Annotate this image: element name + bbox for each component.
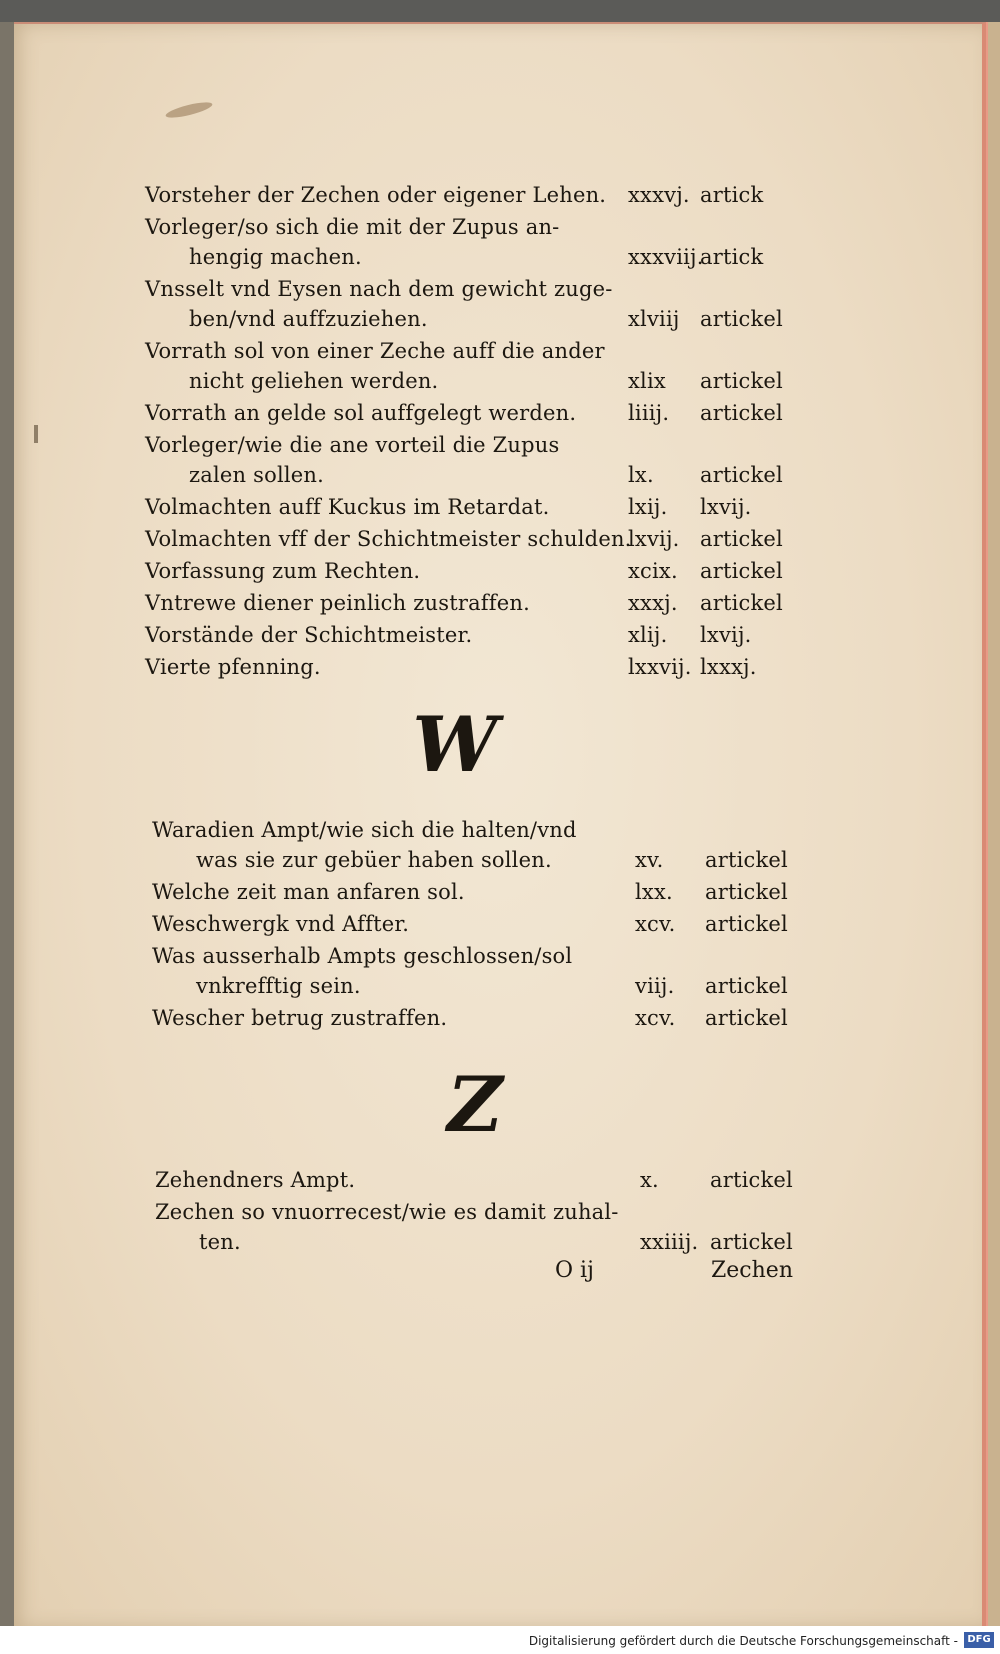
entry-text: Weschwergk vnd Affter. [152, 912, 410, 936]
entry-text: was sie zur gebüer haben sollen. [196, 848, 552, 872]
entry-text: Wescher betrug zustraffen. [152, 1006, 448, 1030]
entry-article-number: xxiiij. [640, 1230, 699, 1254]
entry-text: ben/vnd auffzuziehen. [189, 307, 428, 331]
index-entry [145, 492, 810, 522]
initial-letter-w: W [412, 700, 498, 789]
entry-article-number: liiij. [628, 401, 670, 425]
initial-letter-z: Z [447, 1060, 503, 1149]
dfg-logo: DFG [964, 1632, 994, 1648]
index-entry [145, 556, 810, 586]
entry-text: nicht geliehen werden. [189, 369, 439, 393]
scan-top-edge [0, 0, 1000, 22]
index-entry [145, 430, 810, 490]
entry-article-number: xlij. [628, 623, 668, 647]
book-spine [0, 22, 14, 1626]
entry-text: ten. [199, 1230, 241, 1254]
entry-article-label: artickel [700, 527, 783, 551]
index-entry [145, 652, 810, 682]
entry-text: Welche zeit man anfaren sol. [152, 880, 465, 904]
index-entry [152, 1003, 815, 1033]
entry-article-label: artickel [700, 369, 783, 393]
entry-text: Vorleger/wie die ane vorteil die Zupus [145, 433, 560, 457]
entry-article-label: artick [700, 245, 764, 269]
entry-text: Vorrath an gelde sol auffgelegt werden. [145, 401, 577, 425]
entry-article-label: artickel [705, 974, 788, 998]
entry-article-label: artickel [700, 591, 783, 615]
entry-text: hengig machen. [189, 245, 362, 269]
entry-text: Zehendners Ampt. [155, 1168, 356, 1192]
catchword: Zechen [711, 1258, 793, 1283]
entry-article-number: viij. [635, 974, 675, 998]
index-entry [155, 1197, 820, 1257]
index-entry [155, 1165, 820, 1195]
entry-text: Vnsselt vnd Eysen nach dem gewicht zuge- [145, 277, 613, 301]
page-edge [986, 22, 1000, 1626]
entry-article-label: artickel [710, 1168, 793, 1192]
entry-text: Vntrewe diener peinlich zustraffen. [145, 591, 530, 615]
entry-article-label: lxvij. [700, 623, 752, 647]
entry-article-number: xcv. [635, 1006, 676, 1030]
footer-credit: Digitalisierung gefördert durch die Deutsche Forschungsgemeinschaft - [528, 1634, 958, 1648]
index-entry [145, 180, 810, 210]
entry-article-number: xxxviij. [628, 245, 704, 269]
index-entry [152, 909, 815, 939]
entry-article-number: x. [640, 1168, 659, 1192]
entry-text: vnkrefftig sein. [196, 974, 361, 998]
entry-article-label: artickel [705, 848, 788, 872]
entry-article-number: lxij. [628, 495, 668, 519]
entry-article-number: xlix [628, 369, 666, 393]
entry-article-label: artickel [700, 401, 783, 425]
entry-article-number: xxxj. [628, 591, 678, 615]
entry-text: Zechen so vnuorrecest/wie es damit zuhal- [155, 1200, 619, 1224]
index-entry [145, 212, 810, 272]
entry-article-label: artickel [710, 1230, 793, 1254]
entry-article-label: artickel [705, 912, 788, 936]
entry-text: Vorstände der Schichtmeister. [145, 623, 473, 647]
entry-article-label: artickel [700, 307, 783, 331]
entry-article-label: artickel [705, 880, 788, 904]
entry-article-number: xcix. [628, 559, 678, 583]
index-entry [145, 336, 810, 396]
entry-article-number: lxxvij. [628, 655, 692, 679]
entry-text: Waradien Ampt/wie sich die halten/vnd [152, 818, 577, 842]
signature-mark: O ij [555, 1258, 594, 1283]
entry-article-number: xcv. [635, 912, 676, 936]
entry-text: Vorrath sol von einer Zeche auff die ander [145, 339, 605, 363]
index-entry [145, 588, 810, 618]
entry-article-number: lxx. [635, 880, 673, 904]
entry-text: Vorleger/so sich die mit der Zupus an- [145, 215, 560, 239]
entry-text: Volmachten vff der Schichtmeister schulden. [145, 527, 632, 551]
index-entry [152, 941, 815, 1001]
index-entry [145, 398, 810, 428]
entry-text: Vorsteher der Zechen oder eigener Lehen. [145, 183, 607, 207]
index-entry [152, 877, 815, 907]
index-entry [145, 524, 810, 554]
entry-article-number: lx. [628, 463, 654, 487]
entry-article-number: xxxvj. [628, 183, 690, 207]
entry-article-number: xv. [635, 848, 664, 872]
entry-text: Vierte pfenning. [145, 655, 321, 679]
entry-article-label: lxvij. [700, 495, 752, 519]
entry-article-number: lxvij. [628, 527, 680, 551]
entry-article-label: artickel [700, 559, 783, 583]
entry-text: zalen sollen. [189, 463, 325, 487]
ink-mark [34, 425, 38, 443]
entry-article-label: lxxxj. [700, 655, 757, 679]
index-entry [145, 274, 810, 334]
entry-article-label: artick [700, 183, 764, 207]
entry-article-label: artickel [705, 1006, 788, 1030]
entry-text: Volmachten auff Kuckus im Retardat. [145, 495, 550, 519]
entry-text: Vorfassung zum Rechten. [145, 559, 421, 583]
entry-article-number: xlviij [628, 307, 680, 331]
entry-article-label: artickel [700, 463, 783, 487]
index-entry [152, 815, 815, 875]
index-entry [145, 620, 810, 650]
entry-text: Was ausserhalb Ampts geschlossen/sol [152, 944, 573, 968]
